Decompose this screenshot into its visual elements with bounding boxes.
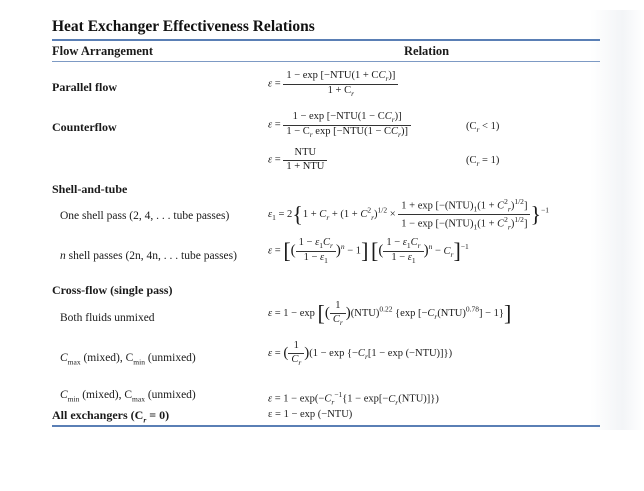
row-label-cmin-mixed: $C_{min}$ (mixed), $C_{max}$ (unmixed) <box>60 389 196 404</box>
formula-counterflow: ε = $\frac{1 - \exp [-NTU(1 - CC_r)]}{1 - C_r \exp [-NTU(1 - CC_r)]}$ <box>268 111 411 139</box>
condition-cr-equal-1: $(C_r = 1)$ <box>466 155 500 169</box>
formula-cmax-mixed: ε = ( $\frac{1}{C_r}$ )$(1 - \exp \{-C_r[1 - \exp (-NTU)]\})$ <box>268 340 453 367</box>
formula-n-shell: ε = [( $\frac{1 - \varepsilon_1C_r}{1 - \varepsilon_1}$ )$^n$ − 1] [( $\frac{1 - \varepsilon_1C_r}{1 - \varepsilon_1}$ )$^n - C_r]^{-1}$ <box>268 237 469 265</box>
formula-parallel: ε = $\frac{1 - \exp [-NTU(1 + CC_r)]}{1 + C_r}$ <box>268 70 398 98</box>
row-label-crossflow: Cross-flow (single pass) <box>52 283 173 297</box>
row-label-counterflow: Counterflow <box>52 120 117 134</box>
row-label-all-exchangers: All exchangers $(C_r = 0)$ <box>52 408 170 425</box>
row-label-one-shell: One shell pass (2, 4, . . . tube passes) <box>60 210 230 222</box>
row-label-cmax-mixed: $C_{max}$ (mixed), $C_{min}$ (unmixed) <box>60 352 196 367</box>
page-title: Heat Exchanger Effectiveness Relations <box>52 18 315 35</box>
row-label-n-shell: n shell passes (2n, 4n, . . . tube passes) <box>60 250 237 262</box>
scan-shadow <box>590 10 644 430</box>
condition-cr-less-1: $(C_r < 1)$ <box>466 121 500 135</box>
parallel-denominator: 1 + C <box>327 84 352 96</box>
row-label-both-unmixed: Both fluids unmixed <box>60 312 155 324</box>
column-header-relation: Relation <box>404 44 450 58</box>
column-header-flow: Flow Arrangement <box>52 44 154 58</box>
row-label-parallel: Parallel flow <box>52 80 117 94</box>
header-rule-top <box>52 39 600 41</box>
formula-cmin-mixed: $\varepsilon = 1 - \exp(-C_r^{-1}\{1 - \exp[-C_r(NTU)]\})$ <box>268 390 439 407</box>
formula-counterflow-cr1: ε = $\frac{\text{NTU}}{\text{1 + NTU}}$ <box>268 147 327 173</box>
formula-both-unmixed: ε = 1 − exp [( $\frac{1}{C_r}$ )(NTU)$^{0.22}$ {exp $[-C_r(NTU)^{0.78}] - 1$}] <box>268 300 512 327</box>
header-rule-bottom <box>52 61 600 62</box>
row-label-shell-and-tube: Shell-and-tube <box>52 182 128 196</box>
formula-one-shell: $\varepsilon_1 = 2\{1 + C_r + (1 + C^2_r)^{1/2}$ × $\frac{1 + \exp [-(NTU)_1(1 + C^2_r)^{1/2}]}{1 - \exp [-(NTU)_1(1 + C^2_r)^{1/2}]}$ }$^{-1}$ <box>268 197 549 232</box>
table-bottom-rule <box>52 425 600 427</box>
parallel-numerator: 1 − exp [−NTU(1 + C <box>286 70 379 81</box>
formula-all-exchangers: ε = 1 − exp (−NTU) <box>268 409 353 420</box>
